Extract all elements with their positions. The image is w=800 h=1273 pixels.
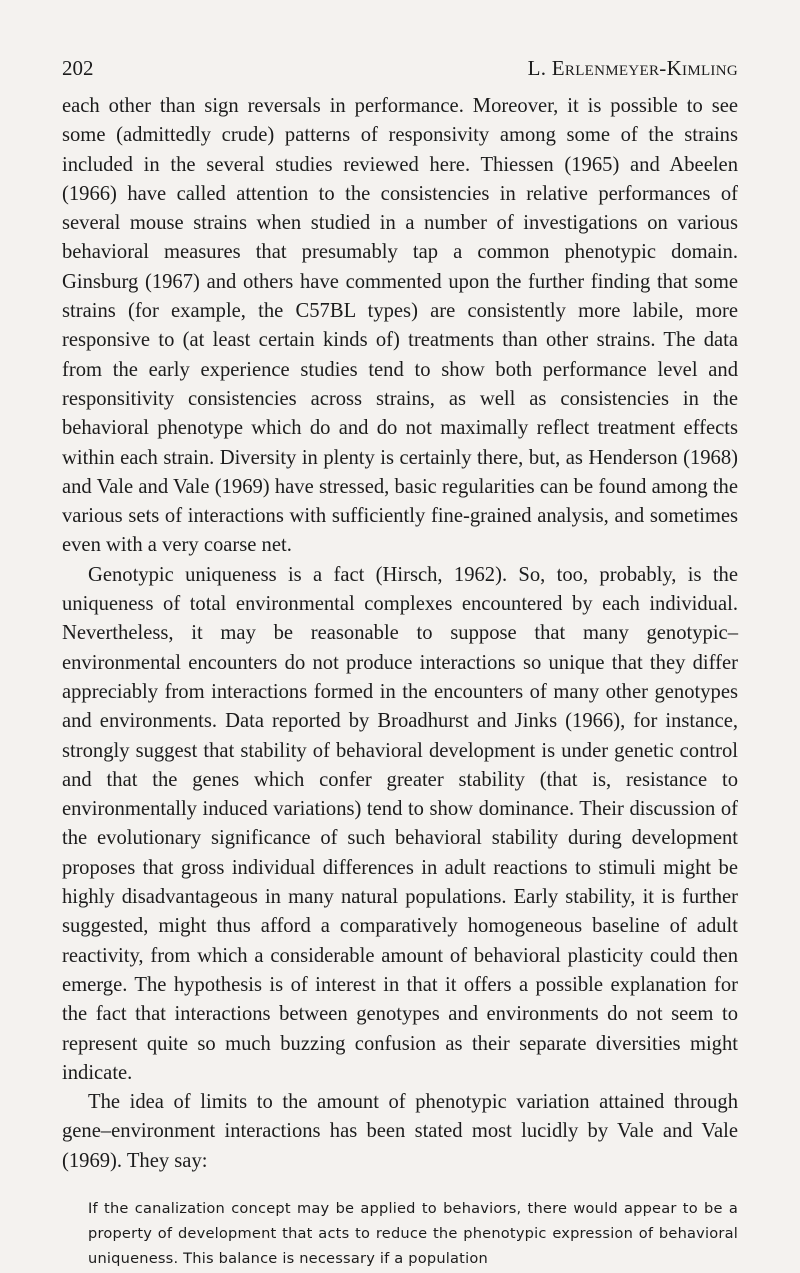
page-number: 202 (62, 56, 94, 80)
paragraph-2: Genotypic uniqueness is a fact (Hirsch, 1962). So, too, probably, is the uniqueness of total environmental complexes encountered by each individual. Nevertheless, it may be reasonable to suppose that many genotypic–environmental encounters do not produce interactions so unique that they differ appreciably from interactions formed in the encounters of many other genotypes and environments. Data reported by Broadhurst and Jinks (1966), for instance, strongly suggest that stability of behavioral development is under genetic control and that the genes which confer greater stability (that is, resistance to environmentally induced variations) tend to show dominance. Their discussion of the evolutionary significance of such behavioral stability during development proposes that gross individual differences in adult reactions to stimuli might be highly disadvantageous in many natural populations. Early stability, it is further suggested, might thus afford a comparatively homogeneous baseline of adult reactivity, from which a considerable amount of behavioral plasticity could then emerge. The hypothesis is of interest in that it offers a possible explanation for the fact that interactions between genotypes and environments do not seem to represent quite so much buzzing confusion as their separate diversities might indicate. (62, 563, 738, 1084)
block-quote: If the canalization concept may be applied to behaviors, there would appear to be a property of development that acts to reduce the phenotypic expression of behavioral uniqueness. This balance is necessary if a population (88, 1199, 738, 1267)
running-head: L. Erlenmeyer-Kimling (527, 56, 738, 80)
paragraph-3: The idea of limits to the amount of phenotypic variation attained through gene–environment interactions has been stated most lucidly by Vale and Vale (1969). They say: (62, 1091, 738, 1172)
page-header (62, 56, 738, 80)
page (62, 56, 738, 1271)
paragraph-1: each other than sign reversals in performance. Moreover, it is possible to see some (admittedly crude) patterns of responsivity among some of the strains included in the several studies reviewed here. Thiessen (1965) and Abeelen (1966) have called attention to the consistencies in relative performances of several mouse strains when studied in a number of investigations on various behavioral measures that presumably tap a common phenotypic domain. Ginsburg (1967) and others have commented upon the further finding that some strains (for example, the C57BL types) are consistently more labile, more responsive to (at least certain kinds of) treatments than other strains. The data from the early experience studies tend to show both performance level and responsitivity consistencies across strains, as well as consistencies in the behavioral phenotype which do and do not maximally reflect treatment effects within each strain. Diversity in plenty is certainly there, but, as Henderson (1968) and Vale and Vale (1969) have stressed, basic regularities can be found among the various sets of interactions with sufficiently fine-grained analysis, and sometimes even with a very coarse net. (62, 95, 738, 557)
body-text (62, 92, 738, 1176)
